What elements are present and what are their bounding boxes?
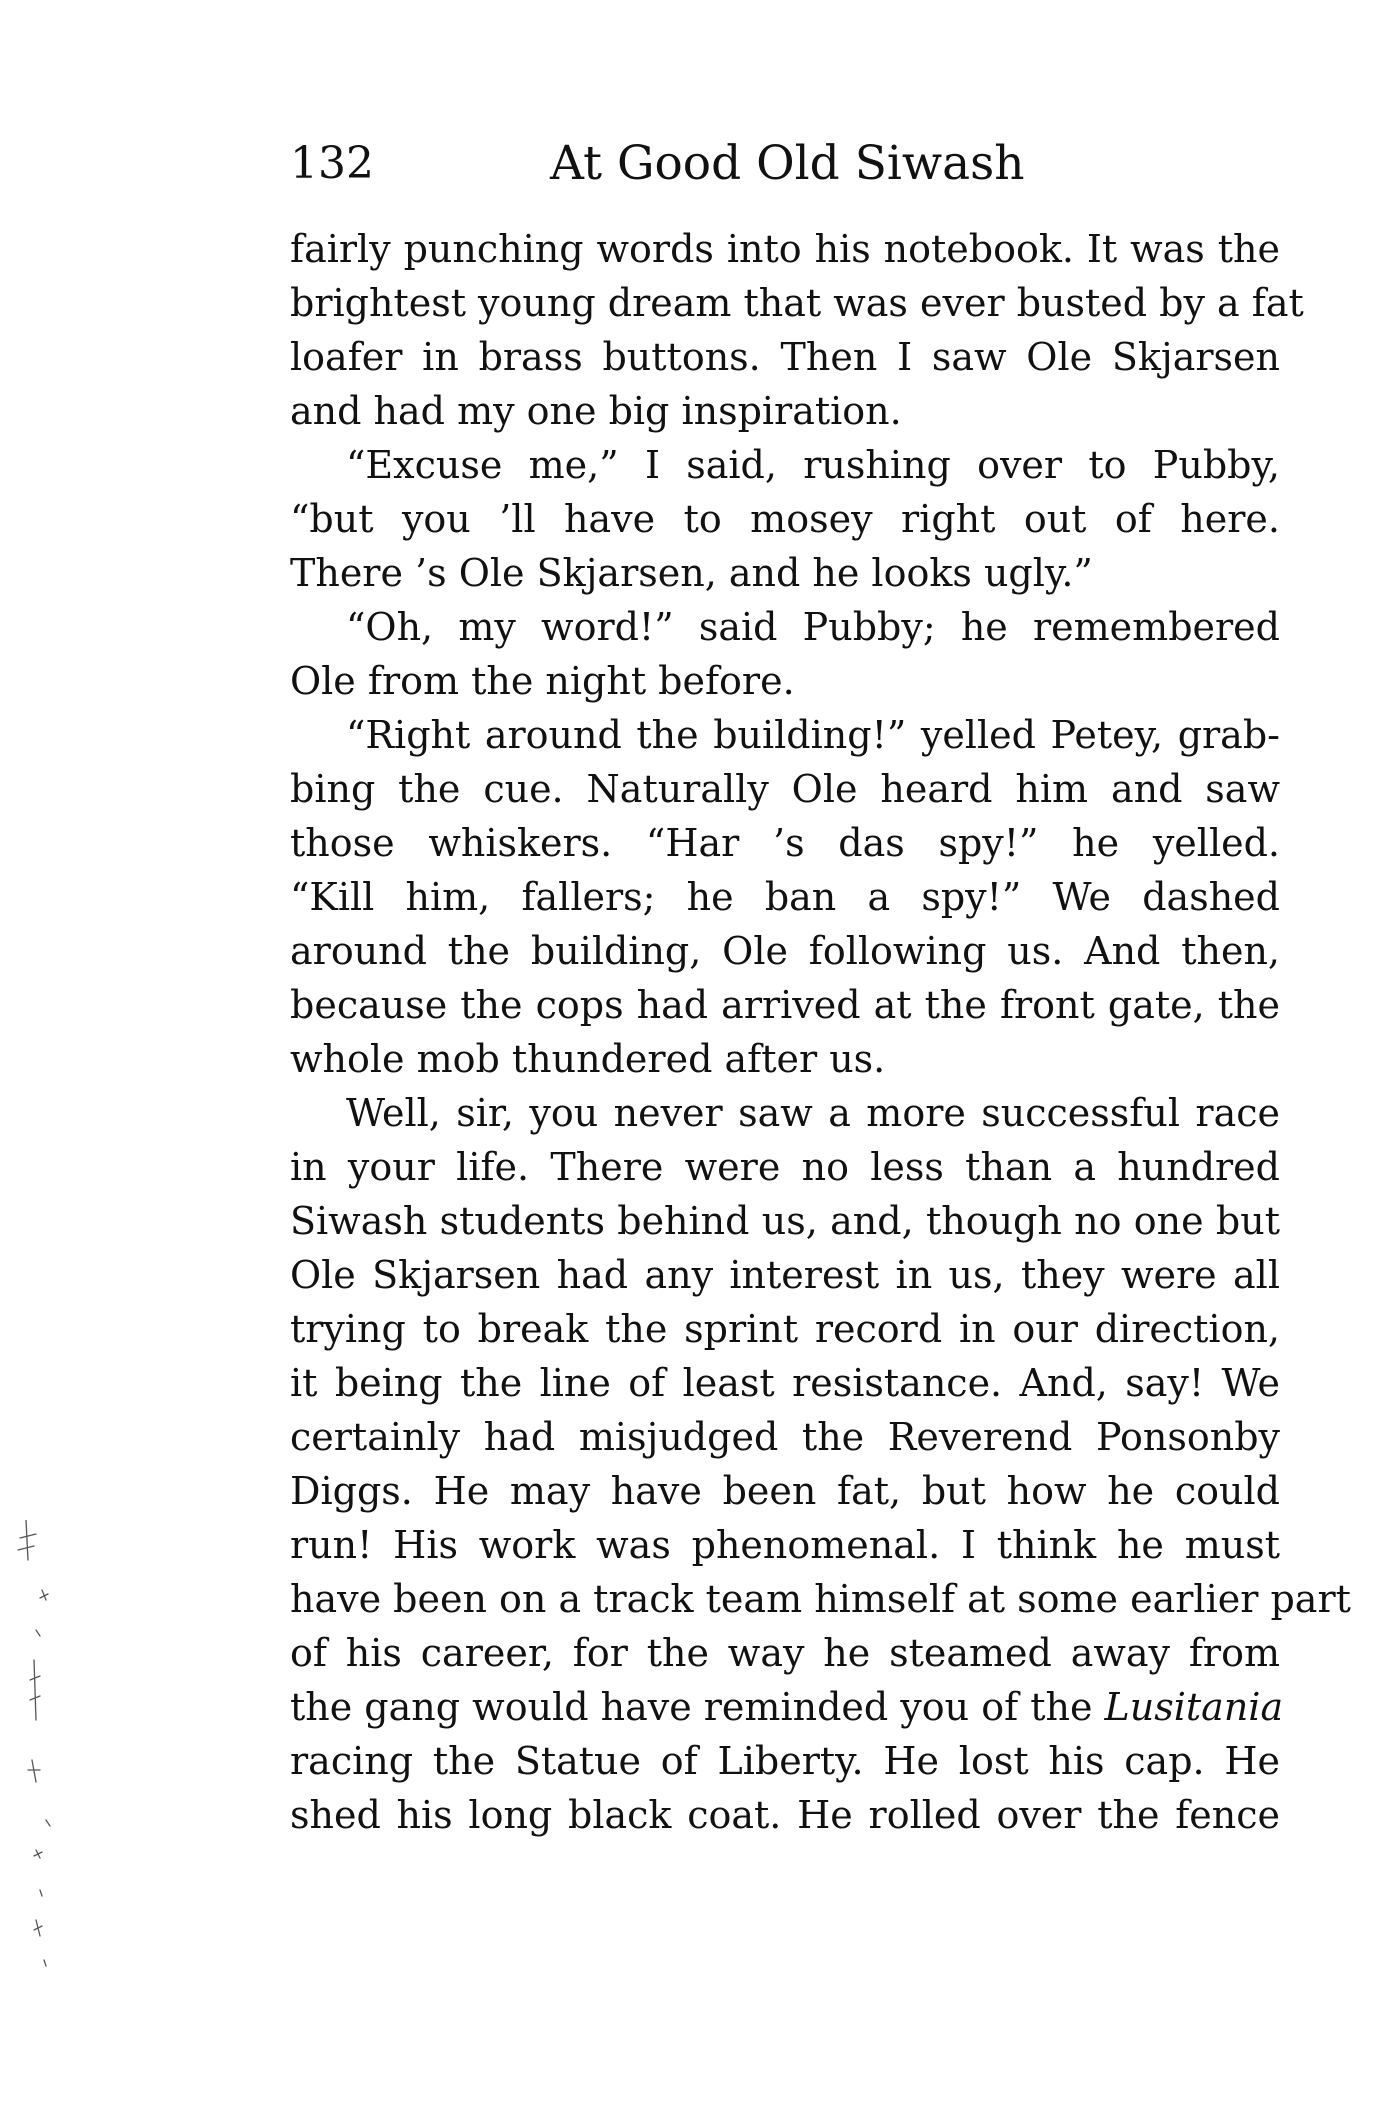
- text-line-segment: the gang would have reminded you of the: [290, 1685, 1105, 1729]
- text-line: and had my one big inspiration.: [290, 389, 902, 433]
- text-line: Ole Skjarsen had any interest in us, they were all: [290, 1253, 1280, 1297]
- text-line: trying to break the sprint record in our direction,: [290, 1307, 1280, 1351]
- text-line: whole mob thundered after us.: [290, 1037, 886, 1081]
- text-line: around the building, Ole following us. And then,: [290, 929, 1280, 973]
- text-line: [290, 1680, 1284, 1734]
- text-line: Siwash students behind us, and, though no one but: [290, 1199, 1280, 1243]
- text-line: There ’s Ole Skjarsen, and he looks ugly.”: [290, 551, 1093, 595]
- text-line: Ole from the night before.: [290, 659, 795, 703]
- text-line: run! His work was phenomenal. I think he must: [290, 1523, 1280, 1567]
- text-line: Well, sir, you never saw a more successful race: [346, 1091, 1280, 1135]
- italic-ship-name: Lusitania: [1104, 1685, 1284, 1729]
- body-text: [290, 222, 1351, 1842]
- text-line: have been on a track team himself at some earlier part: [290, 1577, 1351, 1621]
- text-line: “Right around the building!” yelled Petey, grab-: [346, 713, 1280, 757]
- page-number: 132: [290, 138, 374, 189]
- text-line: certainly had misjudged the Reverend Ponsonby: [290, 1415, 1280, 1459]
- text-line: in your life. There were no less than a hundred: [290, 1145, 1280, 1189]
- text-line: “Excuse me,” I said, rushing over to Pubby,: [346, 443, 1280, 487]
- text-line: because the cops had arrived at the front gate, the: [290, 983, 1280, 1027]
- text-line: it being the line of least resistance. And, say! We: [290, 1361, 1280, 1405]
- text-line: bing the cue. Naturally Ole heard him and saw: [290, 767, 1280, 811]
- text-line: shed his long black coat. He rolled over the fence: [290, 1793, 1280, 1837]
- text-line: of his career, for the way he steamed away from: [290, 1631, 1280, 1675]
- text-line: Diggs. He may have been fat, but how he could: [290, 1469, 1280, 1513]
- running-title: At Good Old Siwash: [550, 136, 1025, 191]
- text-line: “but you ’ll have to mosey right out of here.: [290, 497, 1280, 541]
- text-line: loafer in brass buttons. Then I saw Ole Skjarsen: [290, 335, 1280, 379]
- text-line: “Oh, my word!” said Pubby; he remembered: [346, 605, 1280, 649]
- text-line: “Kill him, fallers; he ban a spy!” We dashed: [290, 875, 1280, 919]
- text-line: racing the Statue of Liberty. He lost his cap. He: [290, 1739, 1280, 1783]
- text-line: fairly punching words into his notebook. It was the: [290, 227, 1280, 271]
- text-line: brightest young dream that was ever busted by a fat: [290, 281, 1304, 325]
- margin-scribble-marks: [6, 1520, 66, 1980]
- text-line: those whiskers. “Har ’s das spy!” he yelled.: [290, 821, 1280, 865]
